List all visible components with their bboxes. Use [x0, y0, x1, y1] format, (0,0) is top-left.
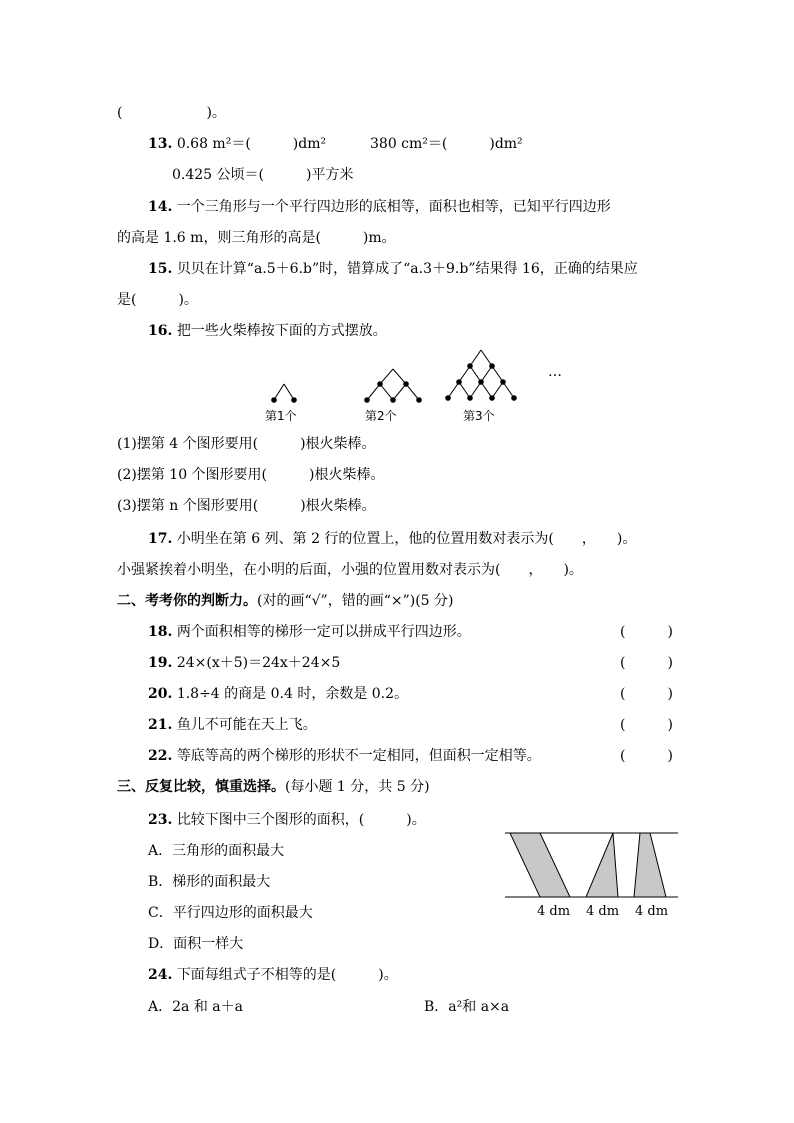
judge-item-18: [148, 623, 471, 641]
judge-text: 鱼儿不可能在天上飞。: [176, 717, 317, 733]
q23-text: 比较下图中三个图形的面积，( )。: [176, 812, 426, 828]
matchstick-figure-3: [448, 345, 518, 430]
section-2-note: (对的画“√”，错的画“×”)(5 分): [257, 593, 454, 609]
q15-number: 15.: [148, 261, 173, 277]
parallelogram-shape: [510, 833, 570, 897]
q16-line1: [148, 322, 387, 340]
q16-text-a: 把一些火柴棒按下面的方式摆放。: [176, 323, 387, 339]
judge-answer-paren-18: ( ): [620, 624, 673, 640]
line-continuation: ( )。: [117, 105, 226, 121]
judge-item-21: [148, 716, 317, 734]
section-2-title: 二、考考你的判断力。: [117, 593, 257, 609]
section-2-heading: [117, 592, 454, 610]
q23-option-a: A．三角形的面积最大: [148, 843, 285, 859]
figure-ellipsis: …: [548, 364, 562, 380]
judge-text: 两个面积相等的梯形一定可以拼成平行四边形。: [176, 624, 471, 640]
matchstick-figure-1: [260, 370, 300, 430]
judge-answer-paren-19: ( ): [620, 655, 673, 671]
judge-number: 20.: [148, 686, 173, 702]
dm-label-2: 4 dm: [586, 904, 620, 919]
judge-number: 21.: [148, 717, 173, 733]
q17-text-a: 小明坐在第 6 列、第 2 行的位置上，他的位置用数对表示为( ， )。: [176, 531, 637, 547]
q13-part-b: 380 cm²＝( )dm²: [370, 136, 523, 152]
judge-number: 22.: [148, 748, 173, 764]
judge-answer-paren-21: ( ): [620, 717, 673, 733]
q24-text: 下面每组式子不相等的是( )。: [176, 967, 398, 983]
q17-line1: [148, 530, 636, 548]
figure-2-label: 第2个: [365, 409, 397, 423]
q14-text-b: 的高是 1.6 m，则三角形的高是( )m。: [117, 230, 396, 246]
q24-number: 24.: [148, 967, 173, 983]
figure-3-label: 第3个: [463, 409, 495, 423]
matchstick-figure-2: [355, 355, 415, 430]
q14-text-a: 一个三角形与一个平行四边形的底相等，面积也相等，已知平行四边形: [176, 199, 611, 215]
q24-option-b: B．a²和 a×a: [424, 999, 510, 1015]
q15-line1: [148, 260, 638, 278]
judge-text: 1.8÷4 的商是 0.4 时，余数是 0.2。: [176, 686, 409, 702]
q16-number: 16.: [148, 323, 173, 339]
q13-part-a: 0.68 m²＝( )dm²: [176, 136, 327, 152]
q23-option-d: D．面积一样大: [148, 936, 244, 952]
q23-line1: [148, 811, 426, 829]
q16-sub-2: (2)摆第 10 个图形要用( )根火柴棒。: [117, 467, 385, 483]
q16-sub-3: (3)摆第 n 个图形要用( )根火柴棒。: [117, 498, 376, 514]
judge-answer-paren-20: ( ): [620, 686, 673, 702]
trapezoid-shape: [634, 833, 666, 897]
q23-option-c: C．平行四边形的面积最大: [148, 905, 313, 921]
judge-item-20: [148, 685, 408, 703]
dm-label-3: 4 dm: [635, 904, 669, 919]
q23-option-b: B．梯形的面积最大: [148, 874, 271, 890]
judge-text: 等底等高的两个梯形的形状不一定相同，但面积一定相等。: [176, 748, 541, 764]
q24-line1: [148, 966, 398, 984]
q16-sub-1: (1)摆第 4 个图形要用( )根火柴棒。: [117, 436, 376, 452]
q13-number: 13.: [148, 136, 173, 152]
shapes-diagram: [500, 825, 680, 925]
judge-number: 18.: [148, 624, 173, 640]
dm-label-1: 4 dm: [537, 904, 571, 919]
section-3-heading: [117, 778, 430, 796]
judge-text: 24×(x＋5)＝24x＋24×5: [176, 655, 341, 671]
q17-text-b: 小强紧挨着小明坐，在小明的后面，小强的位置用数对表示为( ， )。: [117, 562, 583, 578]
judge-item-22: [148, 747, 541, 765]
q14-line1: [148, 198, 611, 216]
judge-answer-paren-22: ( ): [620, 748, 673, 764]
q13-part-c: 0.425 公顷＝( )平方米: [172, 167, 354, 183]
q13-line1: [148, 135, 326, 153]
triangle-shape: [586, 833, 618, 897]
judge-number: 19.: [148, 655, 173, 671]
q15-text-b: 是( )。: [117, 292, 198, 308]
q15-text-a: 贝贝在计算“a.5＋6.b”时，错算成了“a.3＋9.b”结果得 16，正确的结果应: [176, 261, 638, 277]
q17-number: 17.: [148, 531, 173, 547]
judge-item-19: [148, 654, 340, 672]
q23-number: 23.: [148, 812, 173, 828]
section-3-title: 三、反复比较，慎重选择。: [117, 779, 285, 795]
q14-number: 14.: [148, 199, 173, 215]
figure-1-label: 第1个: [265, 409, 297, 423]
q24-option-a: A．2a 和 a＋a: [148, 999, 243, 1015]
section-3-note: (每小题 1 分，共 5 分): [285, 779, 430, 795]
